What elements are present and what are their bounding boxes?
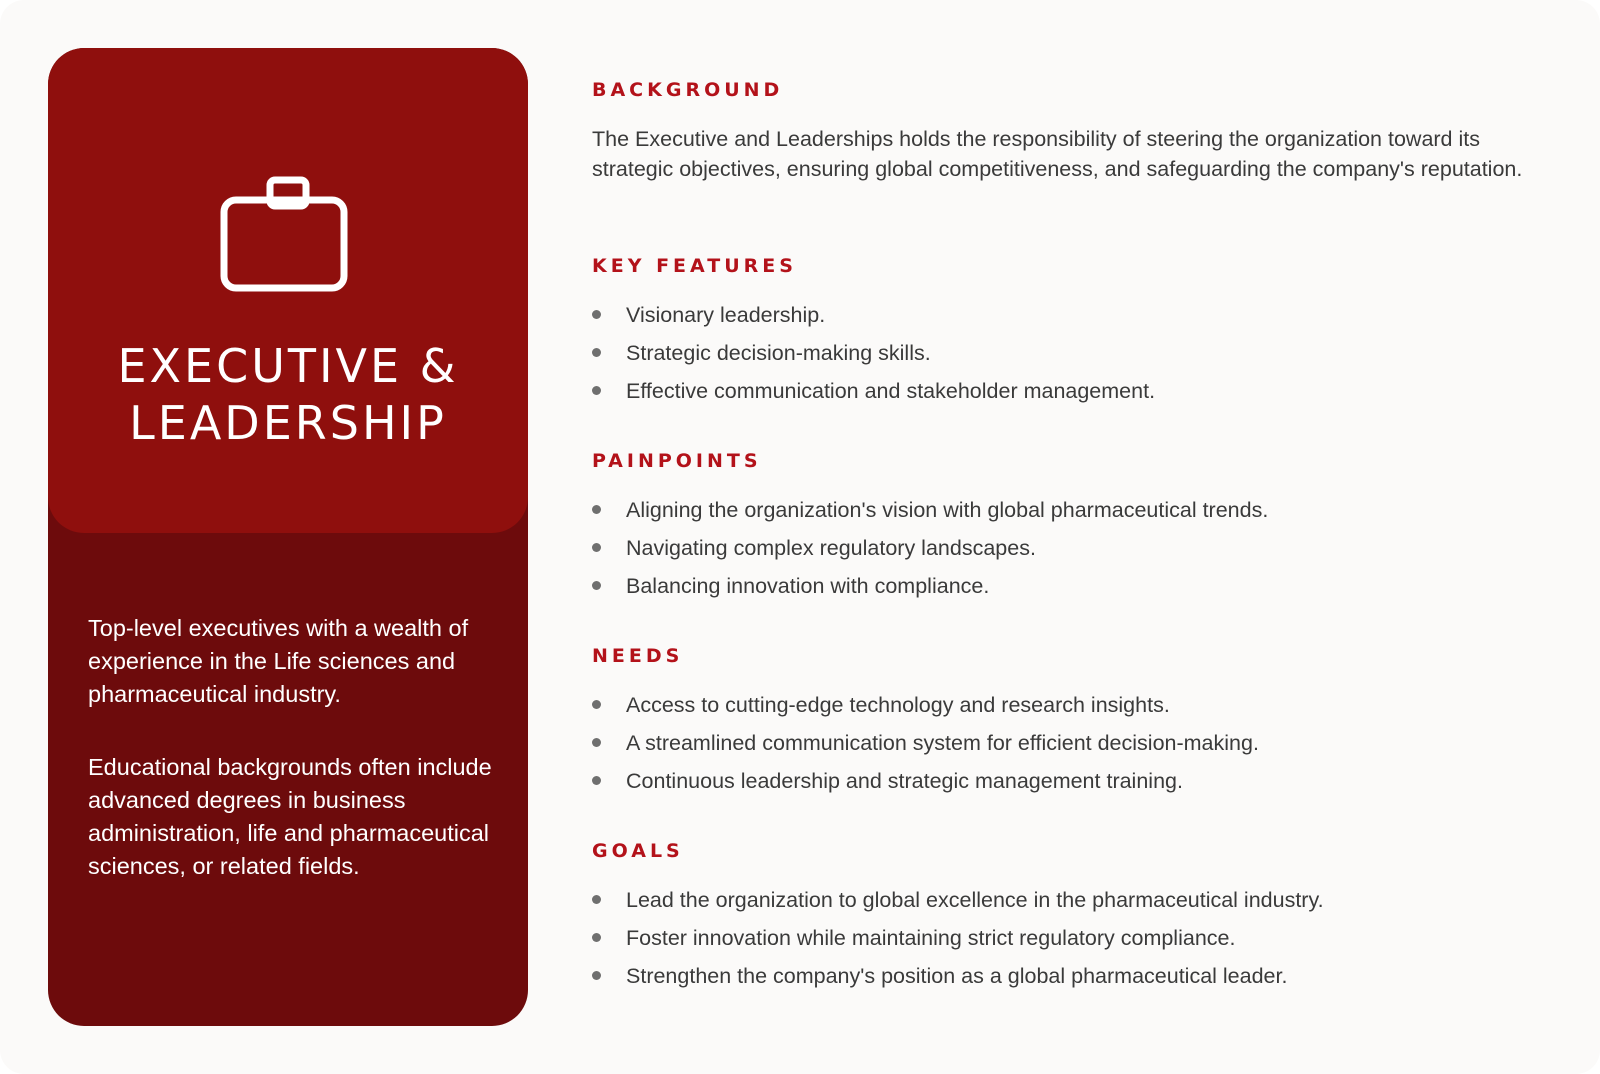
painpoints-list bbox=[592, 495, 1268, 601]
bullet-icon bbox=[592, 738, 601, 747]
list-item bbox=[592, 728, 1259, 758]
list-item-text: Strengthen the company's position as a global pharmaceutical leader. bbox=[626, 964, 1288, 988]
goals-heading: GOALS bbox=[592, 840, 684, 862]
list-item bbox=[592, 766, 1259, 796]
bullet-icon bbox=[592, 700, 601, 709]
list-item bbox=[592, 495, 1268, 525]
bullet-icon bbox=[592, 971, 601, 980]
list-item bbox=[592, 885, 1324, 915]
list-item bbox=[592, 961, 1324, 991]
list-item-text: Visionary leadership. bbox=[626, 303, 826, 327]
list-item-text: Aligning the organization's vision with global pharmaceutical trends. bbox=[626, 498, 1269, 522]
list-item-text: Lead the organization to global excellence in the pharmaceutical industry. bbox=[626, 888, 1324, 912]
key-features-heading: KEY FEATURES bbox=[592, 255, 797, 277]
painpoints-heading: PAINPOINTS bbox=[592, 450, 762, 472]
persona-title-line2: LEADERSHIP bbox=[129, 396, 447, 450]
needs-list bbox=[592, 690, 1259, 796]
bullet-icon bbox=[592, 895, 601, 904]
bullet-icon bbox=[592, 505, 601, 514]
bullet-icon bbox=[592, 776, 601, 785]
list-item bbox=[592, 300, 1155, 330]
key-features-section bbox=[592, 254, 1155, 414]
persona-card bbox=[48, 48, 528, 1026]
list-item bbox=[592, 690, 1259, 720]
list-item bbox=[592, 376, 1155, 406]
list-item bbox=[592, 571, 1268, 601]
goals-section bbox=[592, 839, 1324, 999]
persona-title bbox=[48, 338, 528, 452]
persona-card-header bbox=[48, 48, 528, 533]
bullet-icon bbox=[592, 386, 601, 395]
bullet-icon bbox=[592, 348, 601, 357]
background-heading: BACKGROUND bbox=[592, 79, 784, 101]
painpoints-section bbox=[592, 449, 1268, 609]
briefcase-icon bbox=[220, 176, 348, 294]
bullet-icon bbox=[592, 310, 601, 319]
list-item-text: Strategic decision-making skills. bbox=[626, 341, 931, 365]
list-item-text: A streamlined communication system for efficient decision-making. bbox=[626, 731, 1259, 755]
needs-heading: NEEDS bbox=[592, 645, 684, 667]
list-item-text: Effective communication and stakeholder management. bbox=[626, 379, 1156, 403]
background-text: The Executive and Leaderships holds the responsibility of steering the organization toward its strategic objectives, ensuring global competitiveness, and safeguarding the company's reputation. bbox=[592, 127, 1523, 181]
list-item-text: Balancing innovation with compliance. bbox=[626, 574, 990, 598]
persona-description-paragraph: Top-level executives with a wealth of experience in the Life sciences and pharmaceutical industry. bbox=[88, 615, 469, 707]
key-features-list bbox=[592, 300, 1155, 406]
bullet-icon bbox=[592, 581, 601, 590]
list-item-text: Access to cutting-edge technology and research insights. bbox=[626, 693, 1170, 717]
bullet-icon bbox=[592, 933, 601, 942]
persona-title-line1: EXECUTIVE & bbox=[117, 339, 459, 393]
background-section bbox=[592, 78, 1532, 184]
list-item bbox=[592, 533, 1268, 563]
list-item-text: Navigating complex regulatory landscapes. bbox=[626, 536, 1036, 560]
persona-description-paragraph: Educational backgrounds often include advanced degrees in business administration, life and pharmaceutical sciences, or related fields. bbox=[88, 754, 492, 879]
list-item-text: Foster innovation while maintaining strict regulatory compliance. bbox=[626, 926, 1236, 950]
goals-list bbox=[592, 885, 1324, 991]
list-item bbox=[592, 923, 1324, 953]
list-item bbox=[592, 338, 1155, 368]
persona-description bbox=[88, 612, 498, 923]
bullet-icon bbox=[592, 543, 601, 552]
needs-section bbox=[592, 644, 1259, 804]
list-item-text: Continuous leadership and strategic management training. bbox=[626, 769, 1183, 793]
